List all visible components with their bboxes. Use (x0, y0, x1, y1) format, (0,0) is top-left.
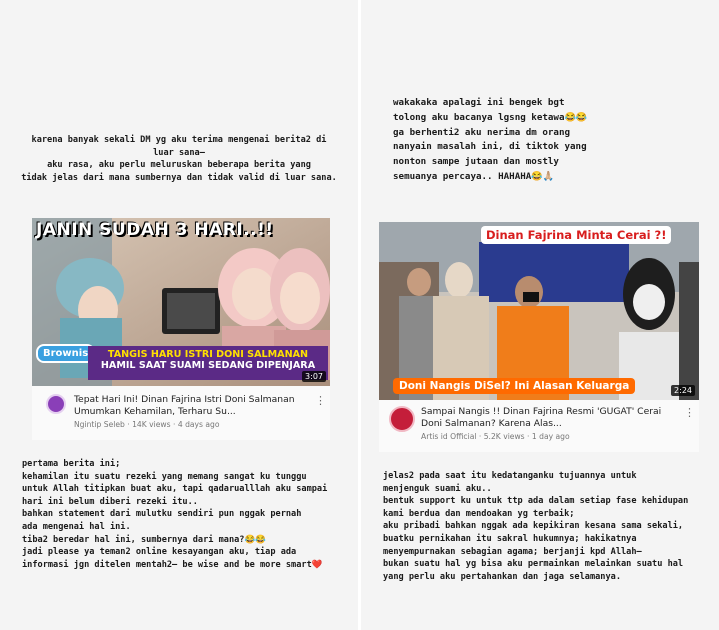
right-video-meta: Artis id Official · 5.2K views · 1 day ago (421, 432, 570, 441)
left-banner (88, 346, 328, 380)
right-top-banner: Dinan Fajrina Minta Cerai ?! (481, 226, 671, 244)
left-banner-line2: HAMIL SAAT SUAMI SEDANG DIPENJARA (100, 360, 316, 371)
right-video-title[interactable]: Sampai Nangis !! Dinan Fajrina Resmi 'GUGAT' Cerai Doni Salmanan? Karena Alas... (421, 406, 662, 429)
right-body-text: jelas2 pada saat itu kedatanganku tujuannya untuk menjenguk suami aku.. bentuk support ku untuk ttp ada dalam setiap fase kehidupan kami berdua dan mendoakan yg terbaik; aku pribadi bahkan nggak ada kepikiran kesana sama sekali, buatku pernikahan itu sakral hukumnya; hakikatnya menyempurnakan sebagian agama; berjanji kpd Allah– bukan suatu hal yg bisa aku permainkan melainkan suatu hal yang perlu aku pertahankan dan jaga selamanya. (383, 471, 689, 582)
left-video-meta: Ngintip Seleb · 14K views · 4 days ago (74, 420, 220, 429)
left-video-title[interactable]: Tepat Hari Ini! Dinan Fajrina Istri Doni Salmanan Umumkan Kehamilan, Terharu Su... (74, 394, 295, 417)
left-banner-line1: TANGIS HARU ISTRI DONI SALMANAN (107, 349, 309, 360)
left-intro-text: karena banyak sekali DM yg aku terima mengenai berita2 di luar sana– aku rasa, aku perlu meluruskan beberapa berita yang tidak jelas dari mana sumbernya dan tidak valid di luar sana. (21, 135, 337, 183)
right-channel-avatar[interactable] (389, 406, 415, 432)
right-video-duration: 2:24 (671, 385, 695, 396)
left-channel-avatar[interactable] (46, 394, 66, 414)
right-thumbnail-image (379, 222, 699, 400)
right-story-panel (361, 0, 719, 630)
right-intro-text: wakakaka apalagi ini bengek bgt tolong aku bacanya lgsng ketawa😂😂 ga berhenti2 aku nerima dm orang nanyain masalah ini, di tiktok yang nonton sampe jutaan dan mostly semuanya percaya.. HAHAHA😂🙏🏼 (393, 97, 588, 182)
brand-logo: Brownis (36, 344, 95, 363)
left-video-card[interactable] (32, 218, 330, 440)
more-vertical-icon[interactable]: ⋮ (315, 394, 326, 407)
right-bottom-banner: Doni Nangis DiSel? Ini Alasan Keluarga (393, 378, 635, 394)
right-video-card[interactable] (379, 222, 699, 452)
more-vertical-icon[interactable]: ⋮ (684, 406, 695, 419)
left-video-duration: 3:07 (302, 371, 326, 382)
left-thumbnail-headline: JANIN SUDAH 3 HARI..!! (36, 220, 274, 240)
left-video-thumbnail[interactable] (32, 218, 330, 386)
left-story-panel (0, 0, 358, 630)
right-video-thumbnail[interactable] (379, 222, 699, 400)
left-body-text: pertama berita ini; kehamilan itu suatu rezeki yang memang sangat ku tunggu untuk Allah titipkan buat aku, tapi qadarualllah aku sampai hari ini belum diberi rezeki itu.. bahkan statement dari mulutku sendiri pun nggak pernah ada mengenai hal ini. tiba2 beredar hal ini, sumbernya dari mana?😂😂 jadi please ya teman2 online kesayangan aku, tiap ada informasi jgn ditelen mentah2– be wise and be more smart❤️ (22, 459, 328, 570)
